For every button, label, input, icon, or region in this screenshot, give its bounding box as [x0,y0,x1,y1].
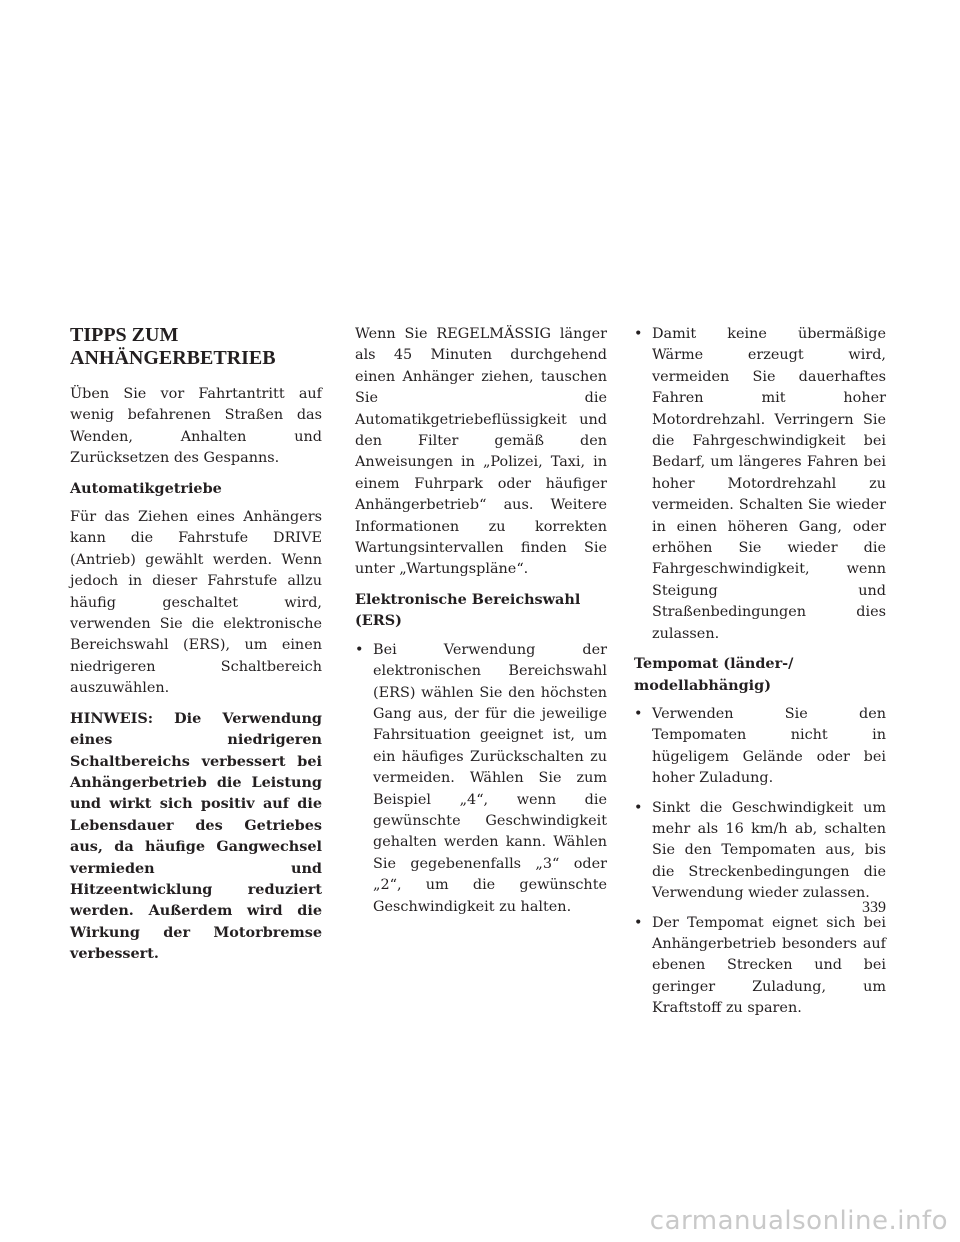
list-item [634,324,886,645]
list-item-text: Verwenden Sie den Tempomaten nicht in hügeligem Gelände oder bei hoher Zuladung. [652,705,886,787]
column-left [70,324,322,965]
bullet-icon: • [634,799,643,816]
section-heading: TIPPS ZUM ANHÄNGERBETRIEB [70,324,276,369]
bullet-icon: • [634,705,643,722]
watermark: carmanualsonline.info [649,1206,948,1236]
bullet-icon: • [355,641,364,658]
list-item [634,704,886,790]
bullet-icon: • [634,326,643,342]
list-item [634,798,886,905]
list-item-text: Der Tempomat eignet sich bei Anhängerbetrieb besonders auf ebenen Strecken und bei geringer Zuladung, um Kraftstoff zu sparen. [652,914,886,1017]
column-right [634,324,886,1028]
list-item [634,913,886,1020]
subheading-cruise-control: Tempomat (länder-/ modellabhängig) [634,655,794,694]
column-middle [355,324,607,926]
subheading-ers: Elektronische Bereichswahl (ERS) [355,590,581,630]
list-item-text: Damit keine übermäßige Wärme erzeugt wird, vermeiden Sie dauerhaftes Fahren mit hoher Motordrehzahl. Verringern Sie die Fahrgeschwindigkeit bei Bedarf, um längeres Fahren bei hoher Motordrehzahl zu vermeiden. Schalten Sie wieder in einen höheren Gang, oder erhöhen Sie wieder die Fahrgeschwindigkeit, wenn Steigung und Straßenbedingungen dies zulassen. [652,326,886,642]
bullet-icon: • [634,914,643,931]
page-number: 339 [862,899,886,916]
subheading-automatic-transmission: Automatikgetriebe [70,479,222,497]
list-item [355,640,607,918]
transmission-paragraph: Für das Ziehen eines Anhängers kann die Fahrstufe DRIVE (Antrieb) gewählt werden. Wenn jedoch in dieser Fahrstufe allzu häufig geschaltet wird, verwenden Sie die elektronische Bereichswahl (ERS), um einen niedrigeren Schaltbereich auszuwählen. [70,509,322,697]
maintenance-paragraph: Wenn Sie REGELMÄSSIG länger als 45 Minuten durchgehend einen Anhänger ziehen, tauschen Sie die Automatikgetriebeflüssigkeit und den Filter gemäß den Anweisungen in „Polizei, Taxi, in einem Fuhrpark oder häufiger Anhängerbetrieb“ aus. Weitere Informationen zu korrekten Wartungsintervallen finden Sie unter „Wartungspläne“. [355,326,607,578]
list-item-text: Bei Verwendung der elektronischen Bereichswahl (ERS) wählen Sie den höchsten Gang aus, der für die jeweilige Fahrsituation geeignet ist, um ein häufiges Zurückschalten zu vermeiden. Wählen Sie zum Beispiel „4“, wenn die gewünschte Geschwindigkeit gehalten werden kann. Wählen Sie gegebenenfalls „3“ oder „2“, um die gewünschte Geschwindigkeit zu halten. [373,641,607,915]
intro-paragraph: Üben Sie vor Fahrtantritt auf wenig befahrenen Straßen das Wenden, Anhalten und Zurücksetzen des Gespanns. [70,386,322,467]
note-paragraph: HINWEIS: Die Verwendung eines niedrigeren Schaltbereichs verbessert bei Anhängerbetrieb die Leistung und wirkt sich positiv auf die Lebensdauer des Getriebes aus, da häufige Gangwechsel vermieden und Hitzeentwicklung reduziert werden. Außerdem wird die Wirkung der Motorbremse verbessert. [70,709,322,963]
list-item-text: Sinkt die Geschwindigkeit um mehr als 16 km/h ab, schalten Sie den Tempomaten aus, bis die Streckenbedingungen die Verwendung wieder zulassen. [652,799,886,902]
